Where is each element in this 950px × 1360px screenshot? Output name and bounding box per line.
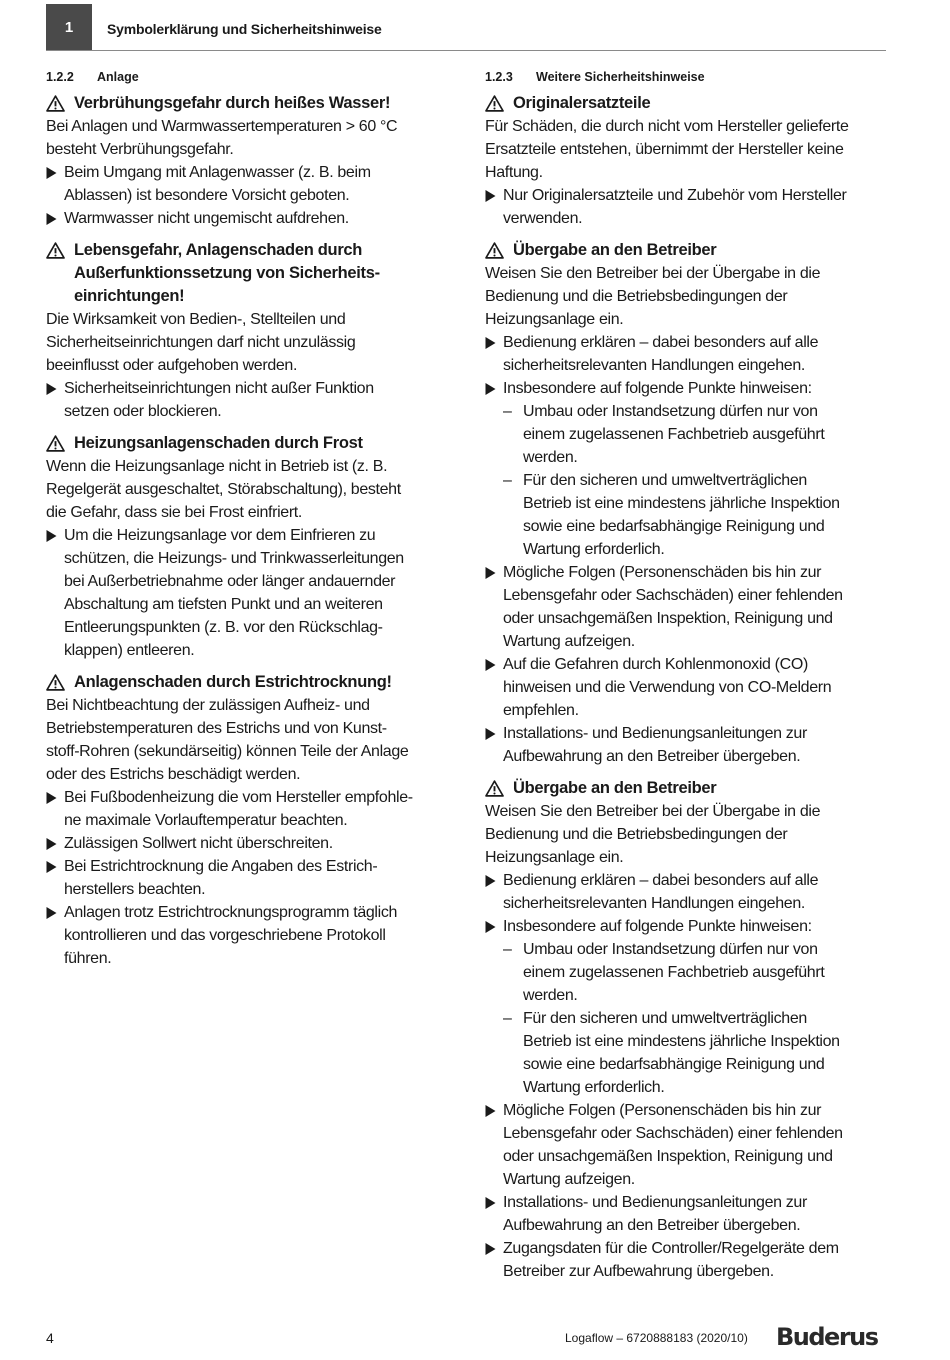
text-line: sicherheitsrelevanten Handlungen eingehen. [503,895,805,912]
text-line: Übergabe an den Betreiber [513,779,717,797]
text-line: Bedienung erklären – dabei besonders auf alle [503,334,819,351]
text-line: Heizungsanlage ein. [485,849,624,866]
text-line: Heizungsanlage ein. [485,311,624,328]
text-line: einrichtungen! [74,287,185,305]
step-text [64,901,450,970]
warning-body [46,694,450,786]
step-text [64,377,450,423]
warning-body [485,800,890,869]
text-line: Mögliche Folgen (Personenschäden bis hin zur [503,1102,822,1119]
instruction-step [46,832,450,855]
step-arrow-icon [485,869,503,892]
warning-title [46,671,450,694]
warning-body [46,115,450,161]
text-line: werden. [523,449,578,466]
text-line: Ablassen) ist besondere Vorsicht geboten. [64,187,350,204]
warning-block [46,239,450,423]
step-arrow-icon [46,855,64,878]
text-line: stoff-Rohren (sekundärseitig) können Teile der Anlage [46,743,409,760]
text-line: Installations- und Bedienungsanleitungen zur [503,1194,807,1211]
step-arrow-icon [485,653,503,676]
text-line: Lebensgefahr, Anlagenschaden durch [74,241,363,259]
text-line: einem zugelassenen Fachbetrieb ausgeführt [523,964,825,981]
step-arrow-icon [485,184,503,207]
instruction-step [485,1191,890,1237]
text-line: Wartung erforderlich. [523,541,665,558]
text-line: Anlagenschaden durch Estrichtrocknung! [74,673,392,691]
step-arrow-icon [485,331,503,354]
step-text [503,184,890,230]
step-text [503,915,890,938]
warning-block [485,239,890,768]
instruction-step [485,869,890,915]
buderus-logo: Buderus [776,1323,878,1351]
text-line: Lebensgefahr oder Sachschäden) einer fehlenden [503,587,843,604]
warning-body [46,455,450,524]
text-line: Bedienung und die Betriebsbedingungen der [485,826,788,843]
step-arrow-icon [485,561,503,584]
text-line: Aufbewahrung an den Betreiber übergeben. [503,748,801,765]
step-arrow-icon [46,377,64,400]
step-text [64,855,450,901]
text-line: führen. [64,950,112,967]
text-line: sowie eine bedarfsabhängige Reinigung und [523,1056,825,1073]
instruction-step [485,184,890,230]
warning-title-text [507,239,890,262]
text-line: Zugangsdaten für die Controller/Regelgeräte dem [503,1240,839,1257]
warning-triangle-icon [485,777,507,800]
step-arrow-icon [485,1099,503,1122]
text-line: Übergabe an den Betreiber [513,241,717,259]
text-line: Weisen Sie den Betreiber bei der Übergabe in die [485,265,821,282]
sub-step [485,400,890,469]
step-text [503,1191,890,1237]
warning-title-text [68,432,450,455]
text-line: Mögliche Folgen (Personenschäden bis hin zur [503,564,822,581]
warning-triangle-icon [46,671,68,694]
warning-title-text [507,777,890,800]
instruction-step [485,331,890,377]
text-line: Insbesondere auf folgende Punkte hinweisen: [503,380,812,397]
warning-title [485,92,890,115]
warning-triangle-icon [46,239,68,262]
warning-title-text [507,92,890,115]
warning-block [485,92,890,230]
step-text [64,524,450,662]
step-arrow-icon [485,377,503,400]
text-line: Für Schäden, die durch nicht vom Hersteller gelieferte [485,118,849,135]
step-text [64,832,450,855]
instruction-step [485,561,890,653]
dash-bullet: – [503,403,512,420]
text-line: Außerfunktionssetzung von Sicherheits- [74,264,380,282]
text-line: Wenn die Heizungsanlage nicht in Betrieb ist (z. B. [46,458,388,475]
text-line: Für den sicheren und umweltverträglichen [523,472,807,489]
text-line: herstellers beachten. [64,881,206,898]
text-line: Um die Heizungsanlage vor dem Einfrieren zu [64,527,376,544]
instruction-step [46,207,450,230]
text-line: Installations- und Bedienungsanleitungen zur [503,725,807,742]
text-line: oder des Estrichs beschädigt werden. [46,766,301,783]
text-line: Sicherheitseinrichtungen darf nicht unzulässig [46,334,356,351]
warning-title [46,239,450,308]
warning-list [485,92,890,1283]
step-text [64,161,450,207]
warning-block [46,671,450,970]
text-line: werden. [523,987,578,1004]
left-column [46,70,450,979]
instruction-step [485,377,890,400]
text-line: schützen, die Heizungs- und Trinkwasserleitungen [64,550,404,567]
text-line: Umbau oder Instandsetzung dürfen nur von [523,941,818,958]
text-line: oder unsachgemäßen Inspektion, Reinigung und [503,1148,833,1165]
instruction-step [485,1237,890,1283]
section-heading [46,70,450,86]
text-line: Auf die Gefahren durch Kohlenmonoxid (CO) [503,656,808,673]
text-line: setzen oder blockieren. [64,403,222,420]
text-line: Sicherheitseinrichtungen nicht außer Funktion [64,380,374,397]
warning-triangle-icon [46,92,68,115]
instruction-step [485,653,890,722]
step-arrow-icon [485,722,503,745]
text-line: verwenden. [503,210,583,227]
text-line: Weisen Sie den Betreiber bei der Übergabe in die [485,803,821,820]
text-line: Regelgerät ausgeschaltet, Störabschaltung), besteht [46,481,401,498]
instruction-step [485,915,890,938]
warning-body [485,262,890,331]
text-line: ne maximale Vorlauftemperatur beachten. [64,812,348,829]
warning-triangle-icon [485,92,507,115]
dash-bullet: – [503,941,512,958]
text-line: Entleerungspunkten (z. B. vor den Rückschlag- [64,619,383,636]
step-text [503,377,890,400]
step-arrow-icon [46,207,64,230]
step-arrow-icon [46,786,64,809]
step-text [503,331,890,377]
instruction-step [46,161,450,207]
warning-block [46,92,450,230]
dash-bullet: – [503,1010,512,1027]
warning-triangle-icon [485,239,507,262]
text-line: Wartung aufzeigen. [503,1171,635,1188]
instruction-step [46,377,450,423]
step-arrow-icon [485,1237,503,1260]
instruction-step [485,722,890,768]
text-line: Wartung erforderlich. [523,1079,665,1096]
warning-title-text [68,239,450,308]
text-line: Originalersatzteile [513,94,651,112]
warning-title [46,432,450,455]
text-line: Lebensgefahr oder Sachschäden) einer fehlenden [503,1125,843,1142]
sub-step [485,1007,890,1099]
text-line: Aufbewahrung an den Betreiber übergeben. [503,1217,801,1234]
dash-bullet: – [503,472,512,489]
step-text [503,561,890,653]
text-line: Bei Anlagen und Warmwassertemperaturen > 60 °C [46,118,398,135]
text-line: Betreiber zur Aufbewahrung übergeben. [503,1263,774,1280]
instruction-step [485,1099,890,1191]
text-line: Bei Fußbodenheizung die vom Hersteller empfohle- [64,789,413,806]
text-line: Die Wirksamkeit von Bedien-, Stellteilen und [46,311,346,328]
text-line: oder unsachgemäßen Inspektion, Reinigung und [503,610,833,627]
step-arrow-icon [46,524,64,547]
text-line: besteht Verbrühungsgefahr. [46,141,234,158]
text-line: Heizungsanlagenschaden durch Frost [74,434,363,452]
warning-list [46,92,450,970]
step-text [503,722,890,768]
step-text [503,1099,890,1191]
step-text [64,207,450,230]
sub-step-text [523,400,890,469]
text-line: Betriebstemperaturen des Estrichs und von Kunst- [46,720,387,737]
text-line: kontrollieren und das vorgeschriebene Protokoll [64,927,386,944]
text-line: Haftung. [485,164,543,181]
warning-body [485,115,890,184]
warning-body [46,308,450,377]
sub-step [485,469,890,561]
page-number: 4 [46,1330,54,1346]
right-column [485,70,890,1292]
text-line: Bedienung erklären – dabei besonders auf alle [503,872,819,889]
text-line: Betrieb ist eine mindestens jährliche Inspektion [523,495,840,512]
text-line: bei Außerbetriebnahme oder länger andauernder [64,573,396,590]
instruction-step [46,855,450,901]
text-line: Anlagen trotz Estrichtrocknungsprogramm täglich [64,904,398,921]
text-line: Bei Estrichtrocknung die Angaben des Estrich- [64,858,378,875]
text-line: Wartung aufzeigen. [503,633,635,650]
text-line: Bedienung und die Betriebsbedingungen der [485,288,788,305]
text-line: sowie eine bedarfsabhängige Reinigung und [523,518,825,535]
section-title: Weitere Sicherheitshinweise [536,70,705,84]
instruction-step [46,786,450,832]
step-arrow-icon [46,161,64,184]
section-title: Anlage [97,70,139,84]
text-line: Warmwasser nicht ungemischt aufdrehen. [64,210,349,227]
instruction-step [46,901,450,970]
step-arrow-icon [485,915,503,938]
step-text [503,653,890,722]
warning-block [485,777,890,1283]
section-number: 1.2.2 [46,70,74,84]
text-line: Insbesondere auf folgende Punkte hinweisen: [503,918,812,935]
chapter-number-box: 1 [46,4,92,50]
step-arrow-icon [46,901,64,924]
text-line: Nur Originalersatzteile und Zubehör vom Hersteller [503,187,847,204]
text-line: Bei Nichtbeachtung der zulässigen Aufheiz- und [46,697,370,714]
warning-title [485,239,890,262]
document-reference: Logaflow – 6720888183 (2020/10) [565,1331,748,1345]
warning-title [46,92,450,115]
text-line: Beim Umgang mit Anlagenwasser (z. B. beim [64,164,371,181]
sub-step-text [523,1007,890,1099]
step-text [503,1237,890,1283]
page-header-title: Symbolerklärung und Sicherheitshinweise [107,21,382,37]
text-line: Betrieb ist eine mindestens jährliche Inspektion [523,1033,840,1050]
text-line: empfehlen. [503,702,579,719]
instruction-step [46,524,450,662]
text-line: sicherheitsrelevanten Handlungen eingehen. [503,357,805,374]
text-line: Verbrühungsgefahr durch heißes Wasser! [74,94,391,112]
text-line: hinweisen und die Verwendung von CO-Meldern [503,679,832,696]
text-line: einem zugelassenen Fachbetrieb ausgeführt [523,426,825,443]
text-line: beeinflusst oder aufgehoben werden. [46,357,298,374]
step-arrow-icon [485,1191,503,1214]
text-line: Zulässigen Sollwert nicht überschreiten. [64,835,333,852]
warning-triangle-icon [46,432,68,455]
text-line: Für den sicheren und umweltverträglichen [523,1010,807,1027]
sub-step [485,938,890,1007]
text-line: klappen) entleeren. [64,642,195,659]
warning-title-text [68,671,450,694]
step-text [64,786,450,832]
text-line: Abschaltung am tiefsten Punkt und an weiteren [64,596,383,613]
section-heading [485,70,890,86]
section-number: 1.2.3 [485,70,513,84]
warning-title-text [68,92,450,115]
sub-step-text [523,938,890,1007]
warning-block [46,432,450,662]
warning-title [485,777,890,800]
header-divider [46,50,886,51]
step-text [503,869,890,915]
text-line: die Gefahr, dass sie bei Frost einfriert. [46,504,302,521]
text-line: Umbau oder Instandsetzung dürfen nur von [523,403,818,420]
text-line: Ersatzteile entstehen, übernimmt der Hersteller keine [485,141,844,158]
sub-step-text [523,469,890,561]
step-arrow-icon [46,832,64,855]
